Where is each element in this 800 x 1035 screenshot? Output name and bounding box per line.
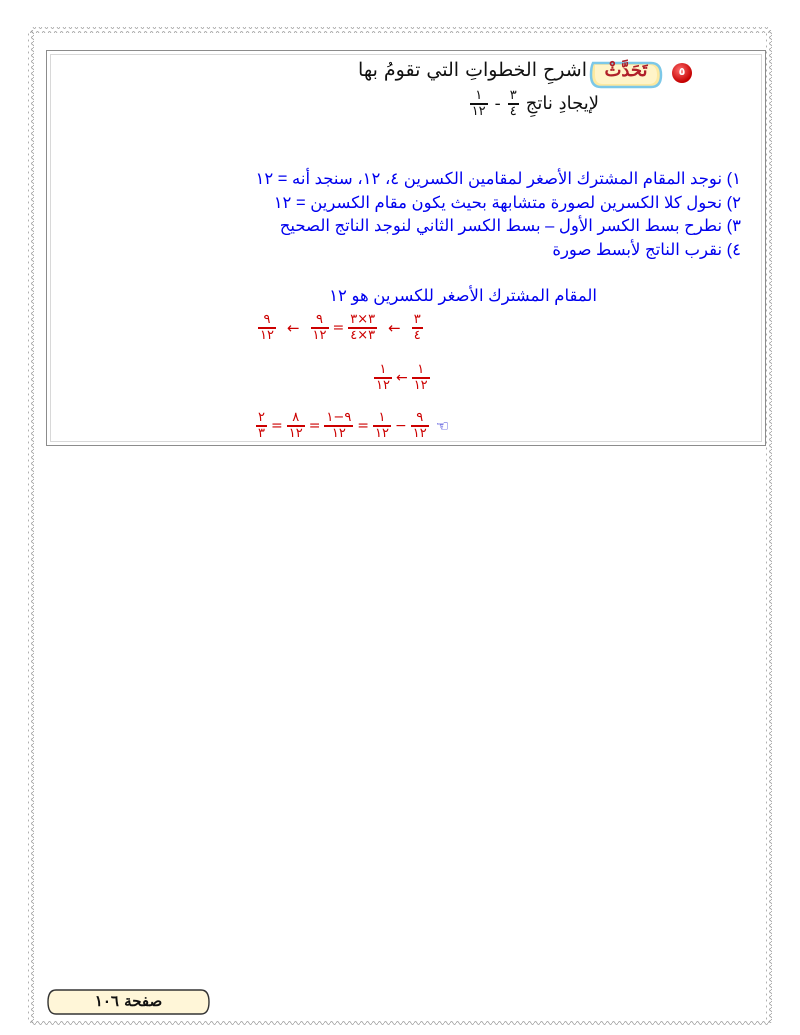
work-row-2 (373, 363, 431, 393)
question-number: ٥ (678, 65, 686, 78)
prompt-line-2 (337, 89, 599, 119)
step-1: ١) نوجد المقام المشترك الأصغر لمقامين الكسرين ٤، ١٢، سنجد أنه = ١٢ (255, 170, 741, 188)
page-number-tag (46, 988, 211, 1016)
step-4: ٤) نقرب الناتج لأبسط صورة (552, 240, 741, 259)
row3-minus: − (395, 417, 407, 434)
pointing-hand-icon: ☜ (435, 416, 450, 435)
row1-original-fraction: $\frac{٣}{٤}$ (413, 312, 421, 343)
row3-term-a: $\frac{٩}{١٢}$ (412, 410, 427, 441)
row2-original-fraction: $\frac{١}{١٢}$ (413, 362, 428, 393)
step-2: ٢) نحول كلا الكسرين لصورة متشابهة بحيث يكون مقام الكسرين = ١٢ (273, 193, 741, 212)
row3-term-b: $\frac{١}{١٢}$ (375, 410, 389, 441)
row1-arrow-left: ← (286, 318, 300, 337)
row3-subtraction-fraction: $\frac{٩-١}{١٢}$ (326, 410, 352, 441)
prompt-line-2-text: لإيجادِ ناتجِ (525, 93, 599, 115)
steps-list (121, 169, 741, 263)
question-number-badge (672, 63, 692, 83)
row1-multiplied-fraction: $\frac{٣\times ٣}{٣\times ٤}$ (350, 312, 376, 343)
row2-result-fraction: $\frac{١}{١٢}$ (376, 362, 390, 393)
row3-equals-2: = (308, 417, 321, 434)
expr-operator: - (494, 93, 501, 115)
row3-simplified-fraction: $\frac{٢}{٣}$ (258, 410, 265, 441)
prompt-line-1: اشرحِ الخطواتِ التي تقومُ بها (358, 59, 587, 81)
row2-arrow: ← (395, 369, 408, 386)
work-row-3 (255, 411, 449, 441)
talk-badge-label: تَحَدَّثْ (604, 60, 648, 81)
row1-result-fraction: $\frac{٩}{١٢}$ (260, 312, 274, 343)
expr-fraction-b: $\frac{١}{١٢}$ (471, 88, 486, 119)
row1-arrow-right: ← (388, 318, 401, 337)
row3-difference-fraction: $\frac{٨}{١٢}$ (288, 410, 303, 441)
row3-equals-1: = (270, 417, 283, 434)
prompt-expression (469, 89, 520, 119)
lcd-statement: المقام المشترك الأصغر للكسرين هو ١٢ (329, 287, 597, 305)
exercise-card (46, 50, 766, 446)
page-number-label: صفحة ١٠٦ (94, 992, 163, 1010)
row3-equals-3: = (357, 417, 370, 434)
row1-converted-fraction: $\frac{٩}{١٢}$ (312, 312, 327, 343)
step-3: ٣) نطرح بسط الكسر الأول – بسط الكسر الثاني لنوجد الناتج الصحيح (279, 217, 741, 235)
work-row-1 (257, 313, 424, 343)
expr-fraction-a: $\frac{٣}{٤}$ (509, 88, 517, 119)
row1-equals: = (332, 319, 345, 336)
